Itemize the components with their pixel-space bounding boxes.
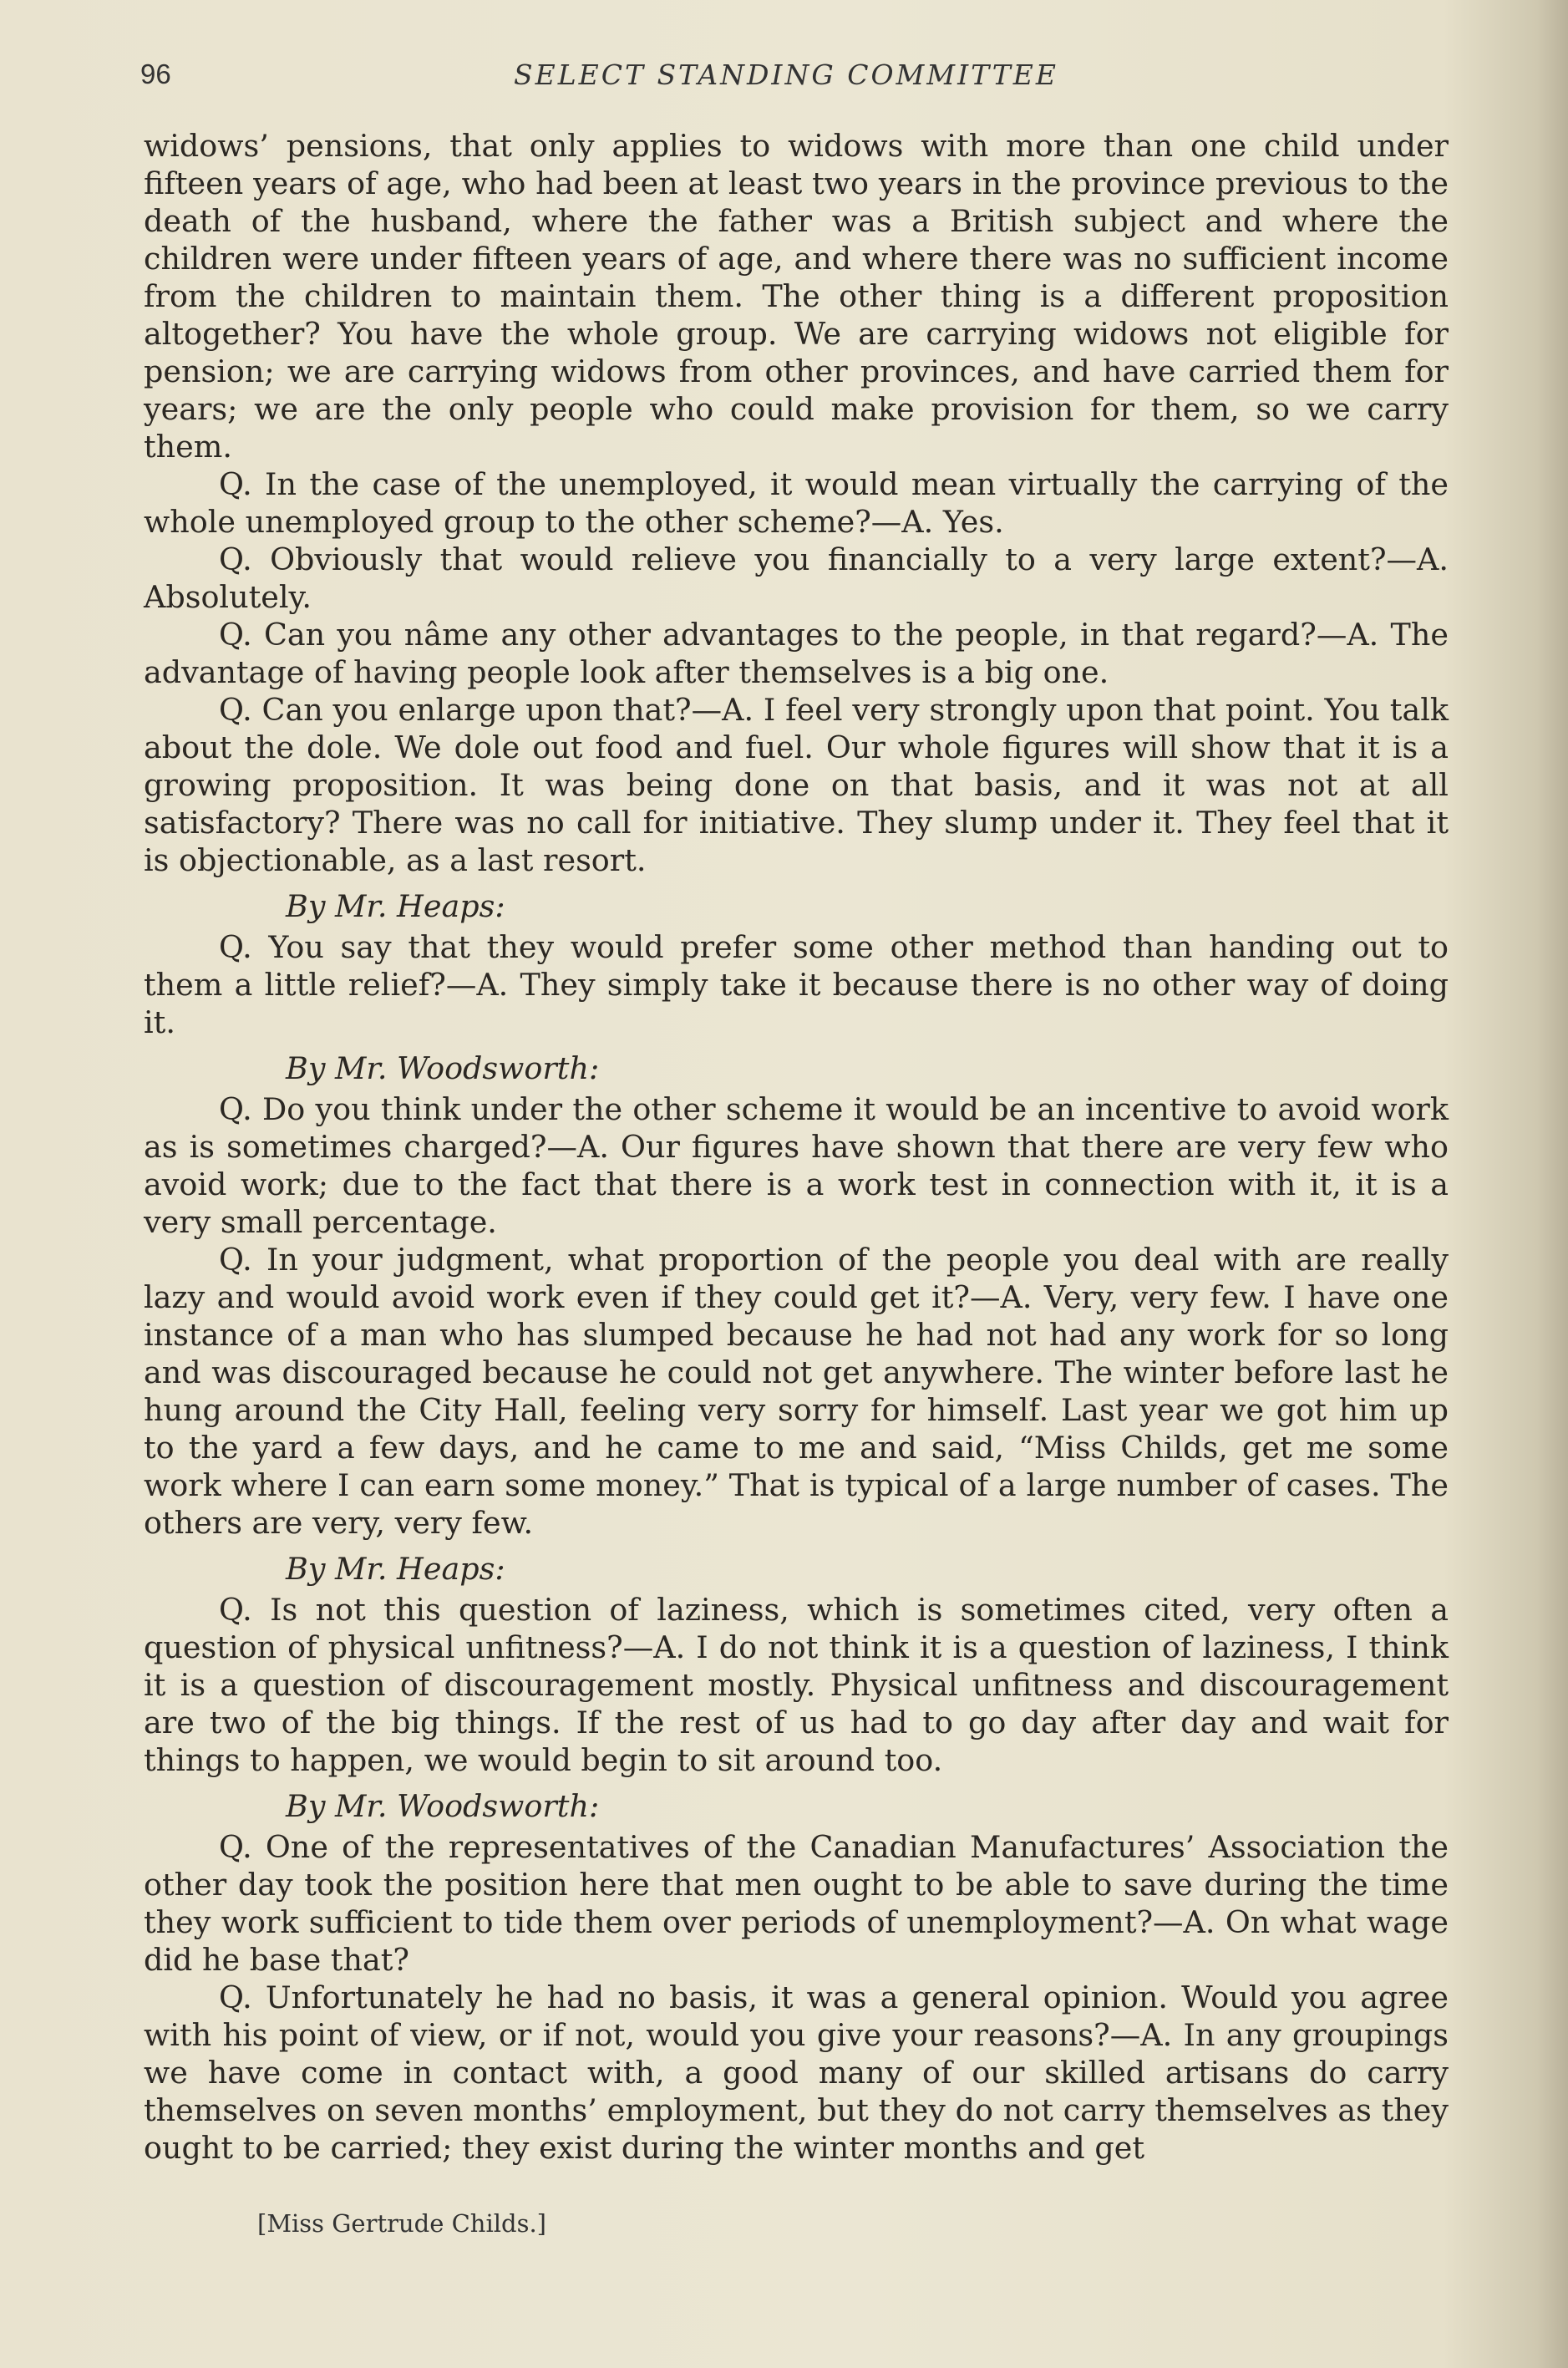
running-title: SELECT STANDING COMMITTEE bbox=[514, 58, 1058, 91]
question-answer: Q. Can you nâme any other advantages to the people, in that regard?—A. The advantage of having people look after themselves is a big one. bbox=[144, 617, 1449, 690]
page-header bbox=[140, 58, 1460, 100]
page-number: 96 bbox=[140, 58, 171, 89]
question-answer: Q. Unfortunately he had no basis, it was a general opinion. Would you agree with his point of view, or if not, would you give your reasons?—A. In any groupings we have come in contact with, a good many of our skilled artisans do carry themselves on seven months’ employment, but they do not carry themselves as they ought to be carried; they exist during the winter months and get bbox=[144, 1979, 1449, 2166]
question-answer: Q. One of the representatives of the Canadian Manufactures’ Association the other day took the position here that men ought to be able to save during the time they work sufficient to tide them over periods of unemployment?—A. On what wage did he base that? bbox=[144, 1829, 1449, 1978]
question-answer: Q. Can you enlarge upon that?—A. I feel very strongly upon that point. You talk about the dole. We dole out food and fuel. Our whole figures will show that it is a growing proposition. It was being done on that basis, and it was not at all satisfactory? There was no call for initiative. They slump under it. They feel that it is objectionable, as a last resort. bbox=[144, 692, 1449, 878]
paragraph: widows’ pensions, that only applies to widows with more than one child under fifteen years of age, who had been at least two years in the province previous to the death of the husband, where the father was a British subject and where the children were under fifteen years of age, and where there was no sufficient income from the children to maintain them. The other thing is a different proposition altogether? You have the whole group. We are carrying widows not eligible for pension; we are carrying widows from other provinces, and have carried them for years; we are the only people who could make provision for them, so we carry them. bbox=[144, 128, 1449, 465]
question-answer: Q. In the case of the unemployed, it would mean virtually the carrying of the whole unemployed group to the other scheme?—A. Yes. bbox=[144, 466, 1449, 540]
question-answer: Q. Obviously that would relieve you financially to a very large extent?—A. Absolutely. bbox=[144, 541, 1449, 615]
speaker-heading: By Mr. Heaps: bbox=[286, 888, 505, 924]
speaker-heading: By Mr. Heaps: bbox=[286, 1551, 505, 1587]
question-answer: Q. Do you think under the other scheme it would be an incentive to avoid work as is sometimes charged?—A. Our figures have shown that there are very few who avoid work; due to the fact that there is a work test in connection with it, it is a very small percentage. bbox=[144, 1091, 1449, 1240]
body-text bbox=[144, 127, 1449, 2167]
speaker-heading: By Mr. Woodsworth: bbox=[286, 1050, 600, 1086]
speaker-heading: By Mr. Woodsworth: bbox=[286, 1788, 600, 1824]
question-answer: Q. Is not this question of laziness, which is sometimes cited, very often a question of physical unfitness?—A. I do not think it is a question of laziness, I think it is a question of discouragement mostly. Physical unfitness and discouragement are two of the big things. If the rest of us had to go day after day and wait for things to happen, we would begin to sit around too. bbox=[144, 1592, 1449, 1778]
question-answer: Q. You say that they would prefer some other method than handing out to them a little relief?—A. They simply take it because there is no other way of doing it. bbox=[144, 929, 1449, 1040]
witness-footer: [Miss Gertrude Childs.] bbox=[257, 2209, 546, 2238]
question-answer: Q. In your judgment, what proportion of the people you deal with are really lazy and would avoid work even if they could get it?—A. Very, very few. I have one instance of a man who has slumped because he had not had any work for so long and was discouraged because he could not get anywhere. The winter before last he hung around the City Hall, feeling very sorry for himself. Last year we got him up to the yard a few days, and he came to me and said, “Miss Childs, get me some work where I can earn some money.” That is typical of a large number of cases. The others are very, very few. bbox=[144, 1242, 1449, 1541]
